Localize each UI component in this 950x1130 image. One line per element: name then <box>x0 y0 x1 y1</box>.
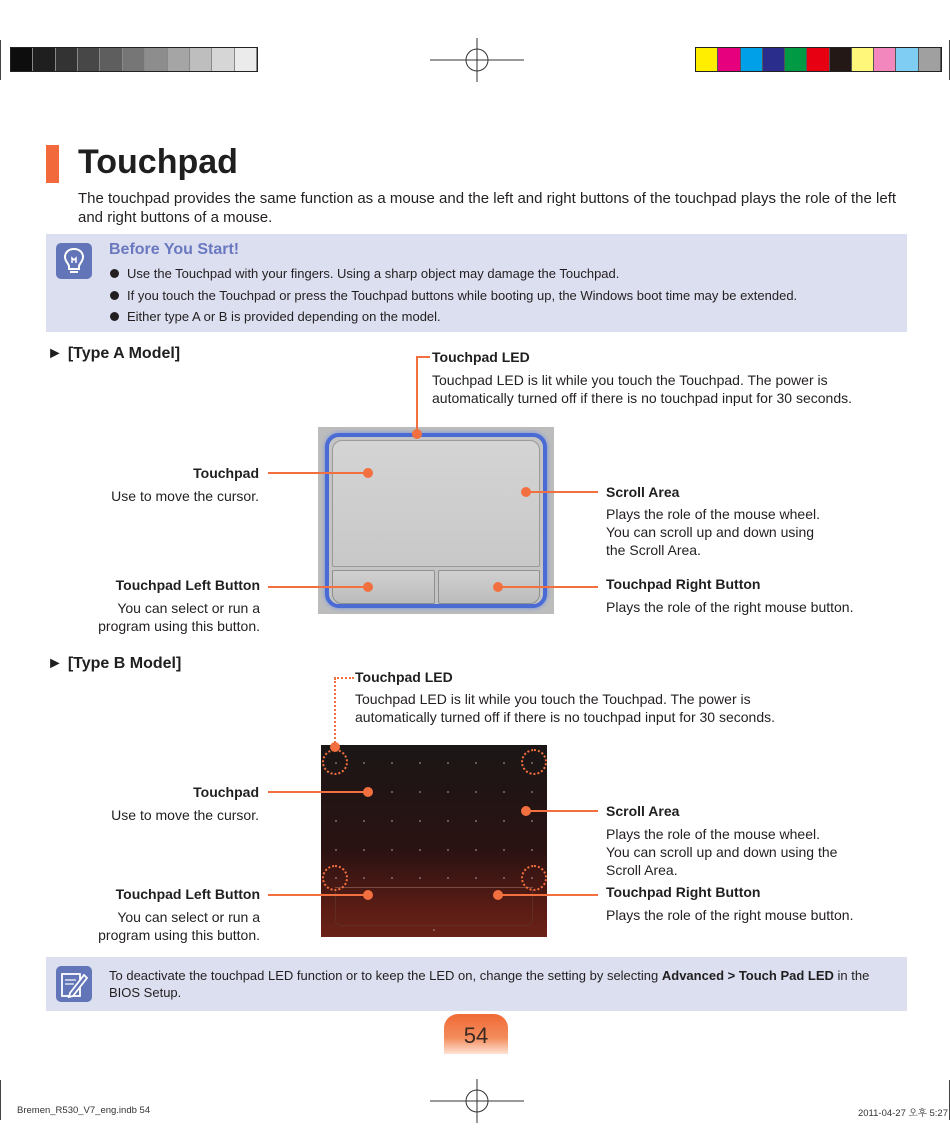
type-b-scroll-desc-2: You can scroll up and down using the <box>606 844 838 860</box>
type-b-scroll-desc-1: Plays the role of the mouse wheel. <box>606 826 821 842</box>
callout-line <box>416 356 430 358</box>
type-b-led-desc-1: Touchpad LED is lit while you touch the Touchpad. The power is <box>355 691 751 707</box>
slug-timestamp: 2011-04-27 오후 5:27 <box>857 1108 948 1119</box>
type-b-scroll-title: Scroll Area <box>606 803 680 819</box>
type-b-touchpad-illustration <box>321 745 547 937</box>
pencil-note-icon <box>56 966 92 1002</box>
type-a-left-button-title: Touchpad Left Button <box>115 577 260 593</box>
callout-dot <box>493 890 503 900</box>
led-indicator-ring <box>521 865 547 891</box>
type-b-led-desc-2: automatically turned off if there is no touchpad input for 30 seconds. <box>355 709 775 725</box>
callout-line <box>498 586 598 588</box>
callout-line <box>526 491 598 493</box>
callout-line <box>334 678 336 746</box>
callout-line <box>334 677 354 679</box>
before-you-start-list <box>110 263 797 328</box>
type-b-section-title <box>47 655 181 673</box>
crop-mark-bottom-icon <box>430 1079 524 1123</box>
callout-line <box>268 791 368 793</box>
type-a-led-desc-1: Touchpad LED is lit while you touch the Touchpad. The power is <box>432 372 828 388</box>
list-item: If you touch the Touchpad or press the Touchpad buttons while booting up, the Windows boot time may be extended. <box>110 285 797 307</box>
crop-line <box>0 1080 1 1120</box>
type-a-scroll-desc-1: Plays the role of the mouse wheel. <box>606 506 821 522</box>
type-a-left-button-desc-1: You can select or run a <box>117 600 260 616</box>
grayscale-registration-bar <box>10 47 258 72</box>
bios-note-box <box>46 957 907 1011</box>
type-a-scroll-desc-2: You can scroll up and down using <box>606 524 815 540</box>
touchpad-led-frame <box>325 433 547 608</box>
type-a-section-title <box>47 345 180 363</box>
callout-dot <box>330 742 340 752</box>
type-b-scroll-desc-3: Scroll Area. <box>606 862 678 878</box>
title-accent-bar <box>46 145 59 183</box>
type-b-right-button-title: Touchpad Right Button <box>606 884 761 900</box>
intro-text: The touchpad provides the same function as a mouse and the left and right buttons of the touchpad plays the role of the left and right buttons of a mouse. <box>78 190 897 226</box>
page-number-tab <box>444 1014 508 1054</box>
callout-dot <box>363 787 373 797</box>
type-a-led-desc-2: automatically turned off if there is no touchpad input for 30 seconds. <box>432 390 852 406</box>
page-title: Touchpad <box>78 143 238 181</box>
callout-dot <box>412 429 422 439</box>
type-b-led-title: Touchpad LED <box>355 669 453 685</box>
bios-note-text <box>109 967 899 1001</box>
led-indicator-ring <box>521 749 547 775</box>
type-b-right-button-desc: Plays the role of the right mouse button. <box>606 907 854 923</box>
color-registration-bar <box>695 47 942 72</box>
callout-dot <box>363 582 373 592</box>
callout-line <box>498 894 598 896</box>
type-a-title-text: [Type A Model] <box>67 345 181 362</box>
callout-line <box>526 810 598 812</box>
type-a-scroll-desc-3: the Scroll Area. <box>606 542 701 558</box>
type-b-left-button-desc-2: program using this button. <box>98 927 260 943</box>
callout-line <box>416 356 418 434</box>
type-a-touchpad-title: Touchpad <box>193 465 259 481</box>
list-item: Either type A or B is provided depending on the model. <box>110 306 797 328</box>
page-number: 54 <box>463 1023 489 1048</box>
callout-dot <box>363 890 373 900</box>
before-you-start-box <box>46 234 907 332</box>
callout-line <box>268 894 368 896</box>
type-a-right-button-desc: Plays the role of the right mouse button. <box>606 599 854 615</box>
type-a-scroll-title: Scroll Area <box>606 484 680 500</box>
before-you-start-heading: Before You Start! <box>109 241 240 258</box>
type-b-touchpad-title: Touchpad <box>193 784 259 800</box>
type-a-led-title: Touchpad LED <box>432 349 530 365</box>
type-a-left-button-desc-2: program using this button. <box>98 618 260 634</box>
list-item: Use the Touchpad with your fingers. Using a sharp object may damage the Touchpad. <box>110 263 797 285</box>
type-b-left-button-desc-1: You can select or run a <box>117 909 260 925</box>
type-b-title-text: [Type B Model] <box>67 655 182 672</box>
callout-dot <box>363 468 373 478</box>
crop-mark-top-icon <box>430 38 524 82</box>
triangle-right-icon: ► <box>47 345 63 362</box>
led-indicator-ring <box>322 749 348 775</box>
touchpad-button-divider <box>335 887 533 888</box>
type-a-touchpad-desc: Use to move the cursor. <box>111 488 259 504</box>
triangle-right-icon: ► <box>47 655 63 672</box>
callout-line <box>268 586 368 588</box>
type-a-right-button-title: Touchpad Right Button <box>606 576 761 592</box>
type-b-left-button-title: Touchpad Left Button <box>115 886 260 902</box>
bios-note-text-part: in the BIOS Setup. <box>109 968 870 1000</box>
callout-dot <box>493 582 503 592</box>
bios-menu-path: Advanced > Touch Pad LED <box>661 968 834 983</box>
bios-note-text-part: To deactivate the touchpad LED function or to keep the LED on, change the setting by selecting <box>109 968 662 983</box>
led-indicator-ring <box>322 865 348 891</box>
slug-filename: Bremen_R530_V7_eng.indb 54 <box>17 1105 151 1116</box>
callout-dot <box>521 806 531 816</box>
type-b-touchpad-desc: Use to move the cursor. <box>111 807 259 823</box>
touchpad-surface <box>332 440 540 567</box>
callout-dot <box>521 487 531 497</box>
callout-line <box>268 472 368 474</box>
crop-line <box>0 40 1 80</box>
lightbulb-icon <box>56 243 92 279</box>
